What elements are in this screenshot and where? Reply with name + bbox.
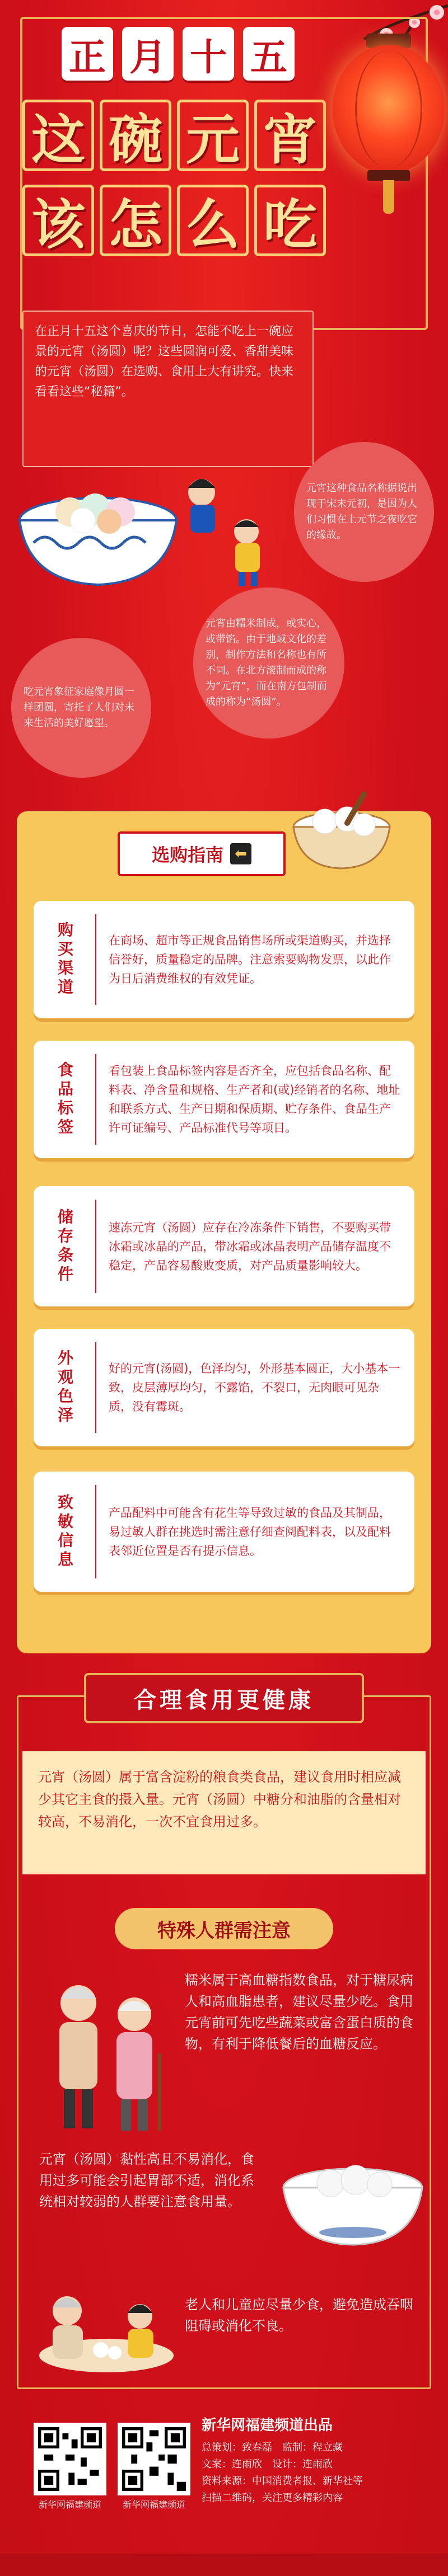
special-note: 糯米属于高血糖指数食品，对于糖尿病人和高血脂患者，建议尽量少吃。食用元宵前可先吃些蔬菜或富含蛋白质的食物，有利于降低餐后的血糖反应。 — [185, 1972, 413, 2052]
kids-illustration — [168, 470, 286, 587]
guide-row-text: 产品配料中可能含有花生等导致过敏的食品及其制品，易过敏人群在挑选时需注意仔细查阅配料表，以及配料表邻近位置是否有提示信息。 — [109, 1506, 391, 1558]
guide-row-text: 速冻元宵（汤圆）应存在冷冻条件下销售，不要购买带冰霜或冰晶的产品，带冰霜或冰晶表明产品储存温度不稳定，产品容易酸败变质，对产品质量影响较大。 — [109, 1220, 391, 1272]
footer-credits — [202, 2417, 437, 2507]
lantern-illustration — [333, 34, 445, 213]
special-note: 元宵（汤圆）黏性高且不易消化，食用过多可能会引起胃部不适，消化系统相对较弱的人群要注意食用量。 — [39, 2151, 254, 2210]
health-title — [84, 1673, 364, 1723]
buying-guide-title-text: 选购指南 — [151, 844, 223, 866]
credit-scan: 扫描二维码，关注更多精彩内容 — [202, 2492, 343, 2504]
title-char: 该 — [22, 185, 94, 256]
guide-row-key: 储存条件 — [55, 1208, 74, 1285]
special-groups-title-text: 特殊人群需注意 — [157, 1919, 291, 1942]
title-char: 这 — [22, 100, 94, 171]
guide-row — [34, 1186, 414, 1306]
arrow-left-icon: ⬅ — [230, 843, 251, 864]
guide-row-key: 致敏信息 — [55, 1493, 74, 1570]
info-bubble: 元宵由糯米制成，或实心，或带馅。由于地域文化的差别，制作方法和名称也有所不同。在北方滚制而成的称为“元宵”，而在南方包制而成的称为“汤圆”。 — [193, 587, 344, 739]
title-char: 吃 — [254, 185, 326, 256]
special-groups-title — [115, 1908, 333, 1949]
guide-row — [34, 901, 414, 1018]
title-char: 碗 — [100, 100, 171, 171]
qr-code — [118, 2423, 190, 2495]
publisher: 新华网福建频道出品 — [202, 2417, 333, 2434]
guide-row-key: 食品标签 — [55, 1061, 74, 1137]
credit-editor: 文案：连雨欣 设计：连雨欣 — [202, 2459, 333, 2470]
guide-row — [34, 1041, 414, 1158]
tangyuan-bowl-icon — [280, 2154, 426, 2249]
guide-row-text: 在商场、超市等正规食品销售场所或渠道购买，并选择信誉好，质量稳定的品牌。注意索要购物发票，以此作为日后消费维权的有效凭证。 — [109, 934, 391, 985]
health-title-text: 合理食用更健康 — [134, 1687, 314, 1713]
tag-char: 月 — [122, 27, 174, 81]
title-char: 宵 — [254, 100, 326, 171]
guide-row-key: 购买渠道 — [55, 922, 74, 998]
qr-caption: 新华网福建频道 — [122, 2499, 185, 2510]
title-char: 怎 — [100, 185, 171, 256]
health-text: 元宵（汤圆）属于富含淀粉的粮食类食品，建议食用时相应减少其它主食的摄入量。元宵（汤圆）中糖分和油脂的含量相对较高，不易消化，一次不宜食用过多。 — [22, 1751, 426, 1874]
guide-row-text: 看包装上食品标签内容是否齐全，应包括食品名称、配料表、净含量和规格、生产者和(或)经销者的名称、地址和联系方式、生产日期和保质期、贮存条件、食品生产许可证编号、产品标准代号等项目。 — [109, 1064, 400, 1135]
guide-row — [34, 1472, 414, 1592]
tag-char: 十 — [183, 27, 234, 81]
qr-code — [34, 2423, 106, 2495]
credit-source: 资料来源：中国消费者报、新华社等 — [202, 2475, 363, 2487]
qr-caption: 新华网福建频道 — [38, 2499, 101, 2510]
elderly-couple-illustration — [39, 1969, 174, 2137]
info-bubble: 吃元宵象征家庭像月圆一样团圆，寄托了人们对未来生活的美好愿望。 — [11, 638, 151, 778]
tag-char: 正 — [62, 27, 113, 81]
tangyuan-bowl-illustration — [17, 453, 179, 593]
intro-text: 在正月十五这个喜庆的节日，怎能不吃上一碗应景的元宵（汤圆）呢？这些圆润可爱、香甜美味的元宵（汤圆）在选购、食用上大有讲究。快来看看这些“秘籍”。 — [22, 311, 314, 467]
title-char: 元 — [177, 100, 249, 171]
title-line-2 — [22, 185, 326, 256]
title-line-1 — [22, 100, 326, 171]
info-bubble: 元宵这种食品名称据说出现于宋末元初，是因为人们习惯在上元节之夜吃它的缘故。 — [294, 442, 434, 582]
buying-guide-title — [118, 831, 286, 876]
tag-char: 五 — [243, 27, 295, 81]
guide-row — [34, 1329, 414, 1446]
guide-row-key: 外观色泽 — [55, 1350, 74, 1426]
special-note: 老人和儿童应尽量少食，避免造成吞咽阻碍或消化不良。 — [185, 2297, 413, 2334]
title-char: 么 — [177, 185, 249, 256]
credit-planning: 总策划：致春磊 监制：程立藏 — [202, 2442, 343, 2453]
dumpling-bowl-icon — [291, 783, 392, 873]
header-date-tag — [62, 27, 295, 83]
bottom-border — [0, 2554, 448, 2576]
family-eating-illustration — [34, 2272, 179, 2384]
guide-row-text: 好的元宵(汤圆)，色泽均匀，外形基本圆正，大小基本一致，皮层薄厚均匀，不露馅，不裂口，无肉眼可见杂质，没有霉斑。 — [109, 1362, 400, 1413]
